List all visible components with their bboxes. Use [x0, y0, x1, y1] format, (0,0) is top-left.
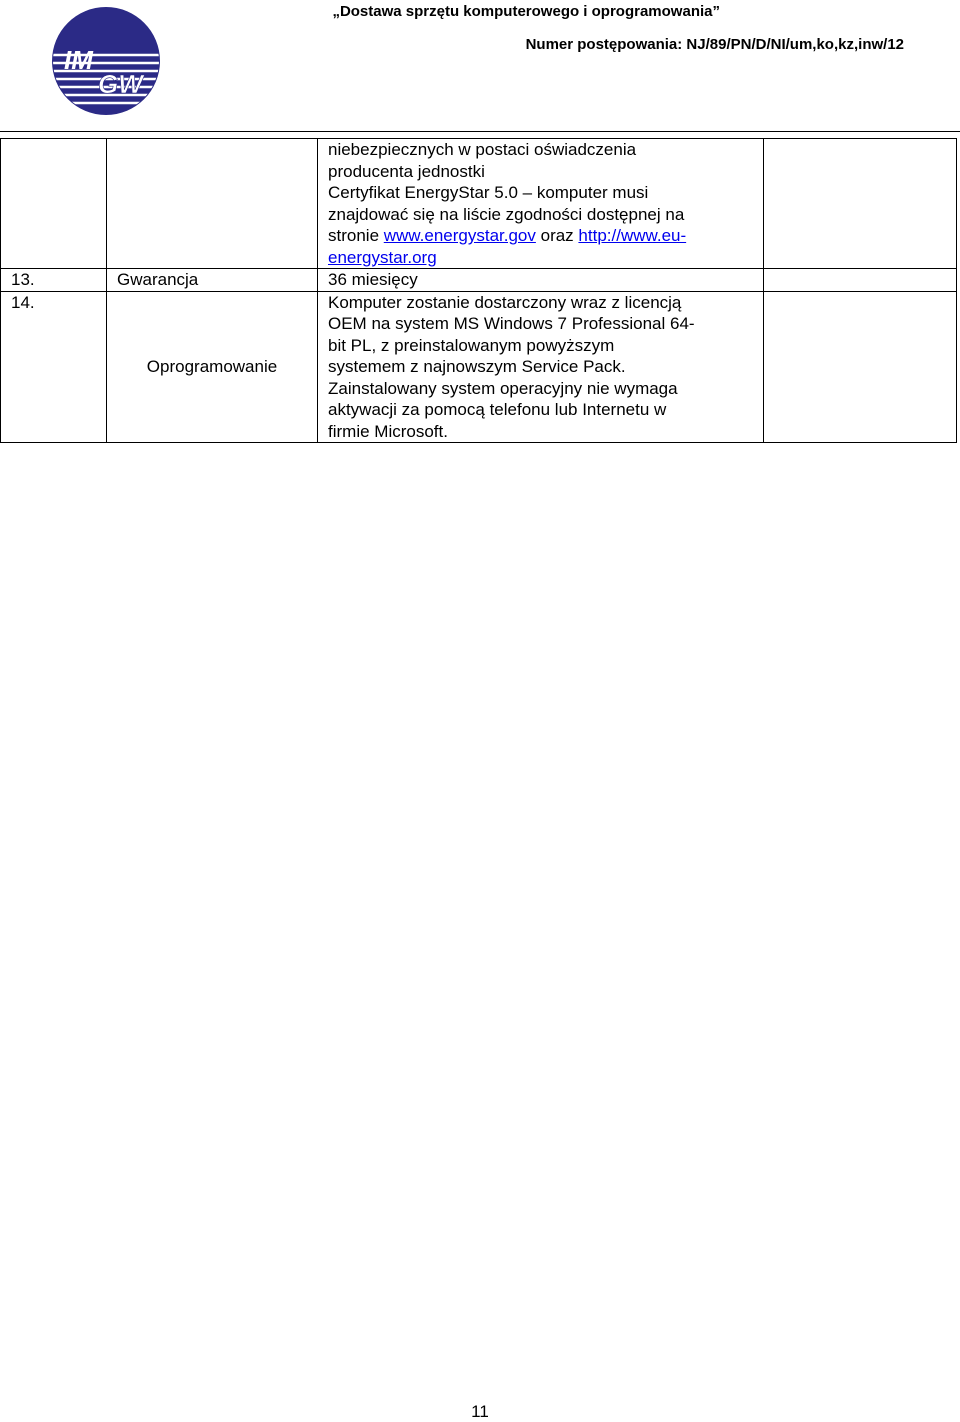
case-number: Numer postępowania: NJ/89/PN/D/NI/um,ko,kz,inw/12: [525, 36, 904, 53]
description-line: OEM na system MS Windows 7 Professional 64-: [328, 314, 695, 333]
document-title: „Dostawa sprzętu komputerowego i oprogramowania”: [332, 3, 720, 20]
imgw-logo: [50, 5, 162, 117]
row-extra-cell: [764, 291, 957, 443]
description-line: [328, 247, 755, 269]
row-extra-cell: [764, 139, 957, 269]
row-name-cell: [107, 139, 318, 269]
table-row-warranty: [1, 269, 957, 292]
row-name-cell: Oprogramowanie: [107, 291, 318, 443]
table-row-software: [1, 291, 957, 443]
description-line: bit PL, z preinstalowanym powyższym: [328, 335, 615, 355]
page-number: 11: [471, 1402, 489, 1421]
description-line: Certyfikat EnergyStar 5.0 – komputer musi: [328, 183, 649, 202]
specification-table: [0, 138, 957, 443]
description-line: Komputer zostanie dostarczony wraz z licencją: [328, 292, 682, 312]
row-number-cell: 13.: [1, 269, 107, 292]
description-line: [328, 225, 755, 247]
row-number-cell: 14.: [1, 291, 107, 443]
description-line: aktywacji za pomocą telefonu lub Internetu w: [328, 400, 667, 419]
row-description-cell: 36 miesięcy: [318, 269, 764, 292]
eu-energystar-link[interactable]: http://www.eu-: [578, 226, 687, 245]
energystar-gov-link[interactable]: www.energystar.gov: [383, 226, 536, 245]
description-line: firmie Microsoft.: [328, 421, 448, 441]
description-text: stronie: [328, 226, 384, 245]
description-line: producenta jednostki: [328, 161, 485, 181]
description-line: niebezpiecznych w postaci oświadczenia: [328, 140, 637, 159]
svg-text:IM: IM: [64, 45, 93, 75]
row-number-cell: [1, 139, 107, 269]
row-description-cell: [318, 291, 764, 443]
row-name-cell: Gwarancja: [107, 269, 318, 292]
table-row-continued: [1, 139, 957, 269]
description-line: Zainstalowany system operacyjny nie wymaga: [328, 378, 678, 398]
eu-energystar-link-continued[interactable]: energystar.org: [328, 247, 437, 267]
description-line: systemem z najnowszym Service Pack.: [328, 357, 626, 376]
description-line: znajdować się na liście zgodności dostępnej na: [328, 204, 685, 224]
header-divider: [0, 131, 960, 132]
svg-text:GW: GW: [98, 69, 143, 99]
description-text: oraz: [535, 226, 579, 245]
row-extra-cell: [764, 269, 957, 292]
row-description-cell: [318, 139, 764, 269]
